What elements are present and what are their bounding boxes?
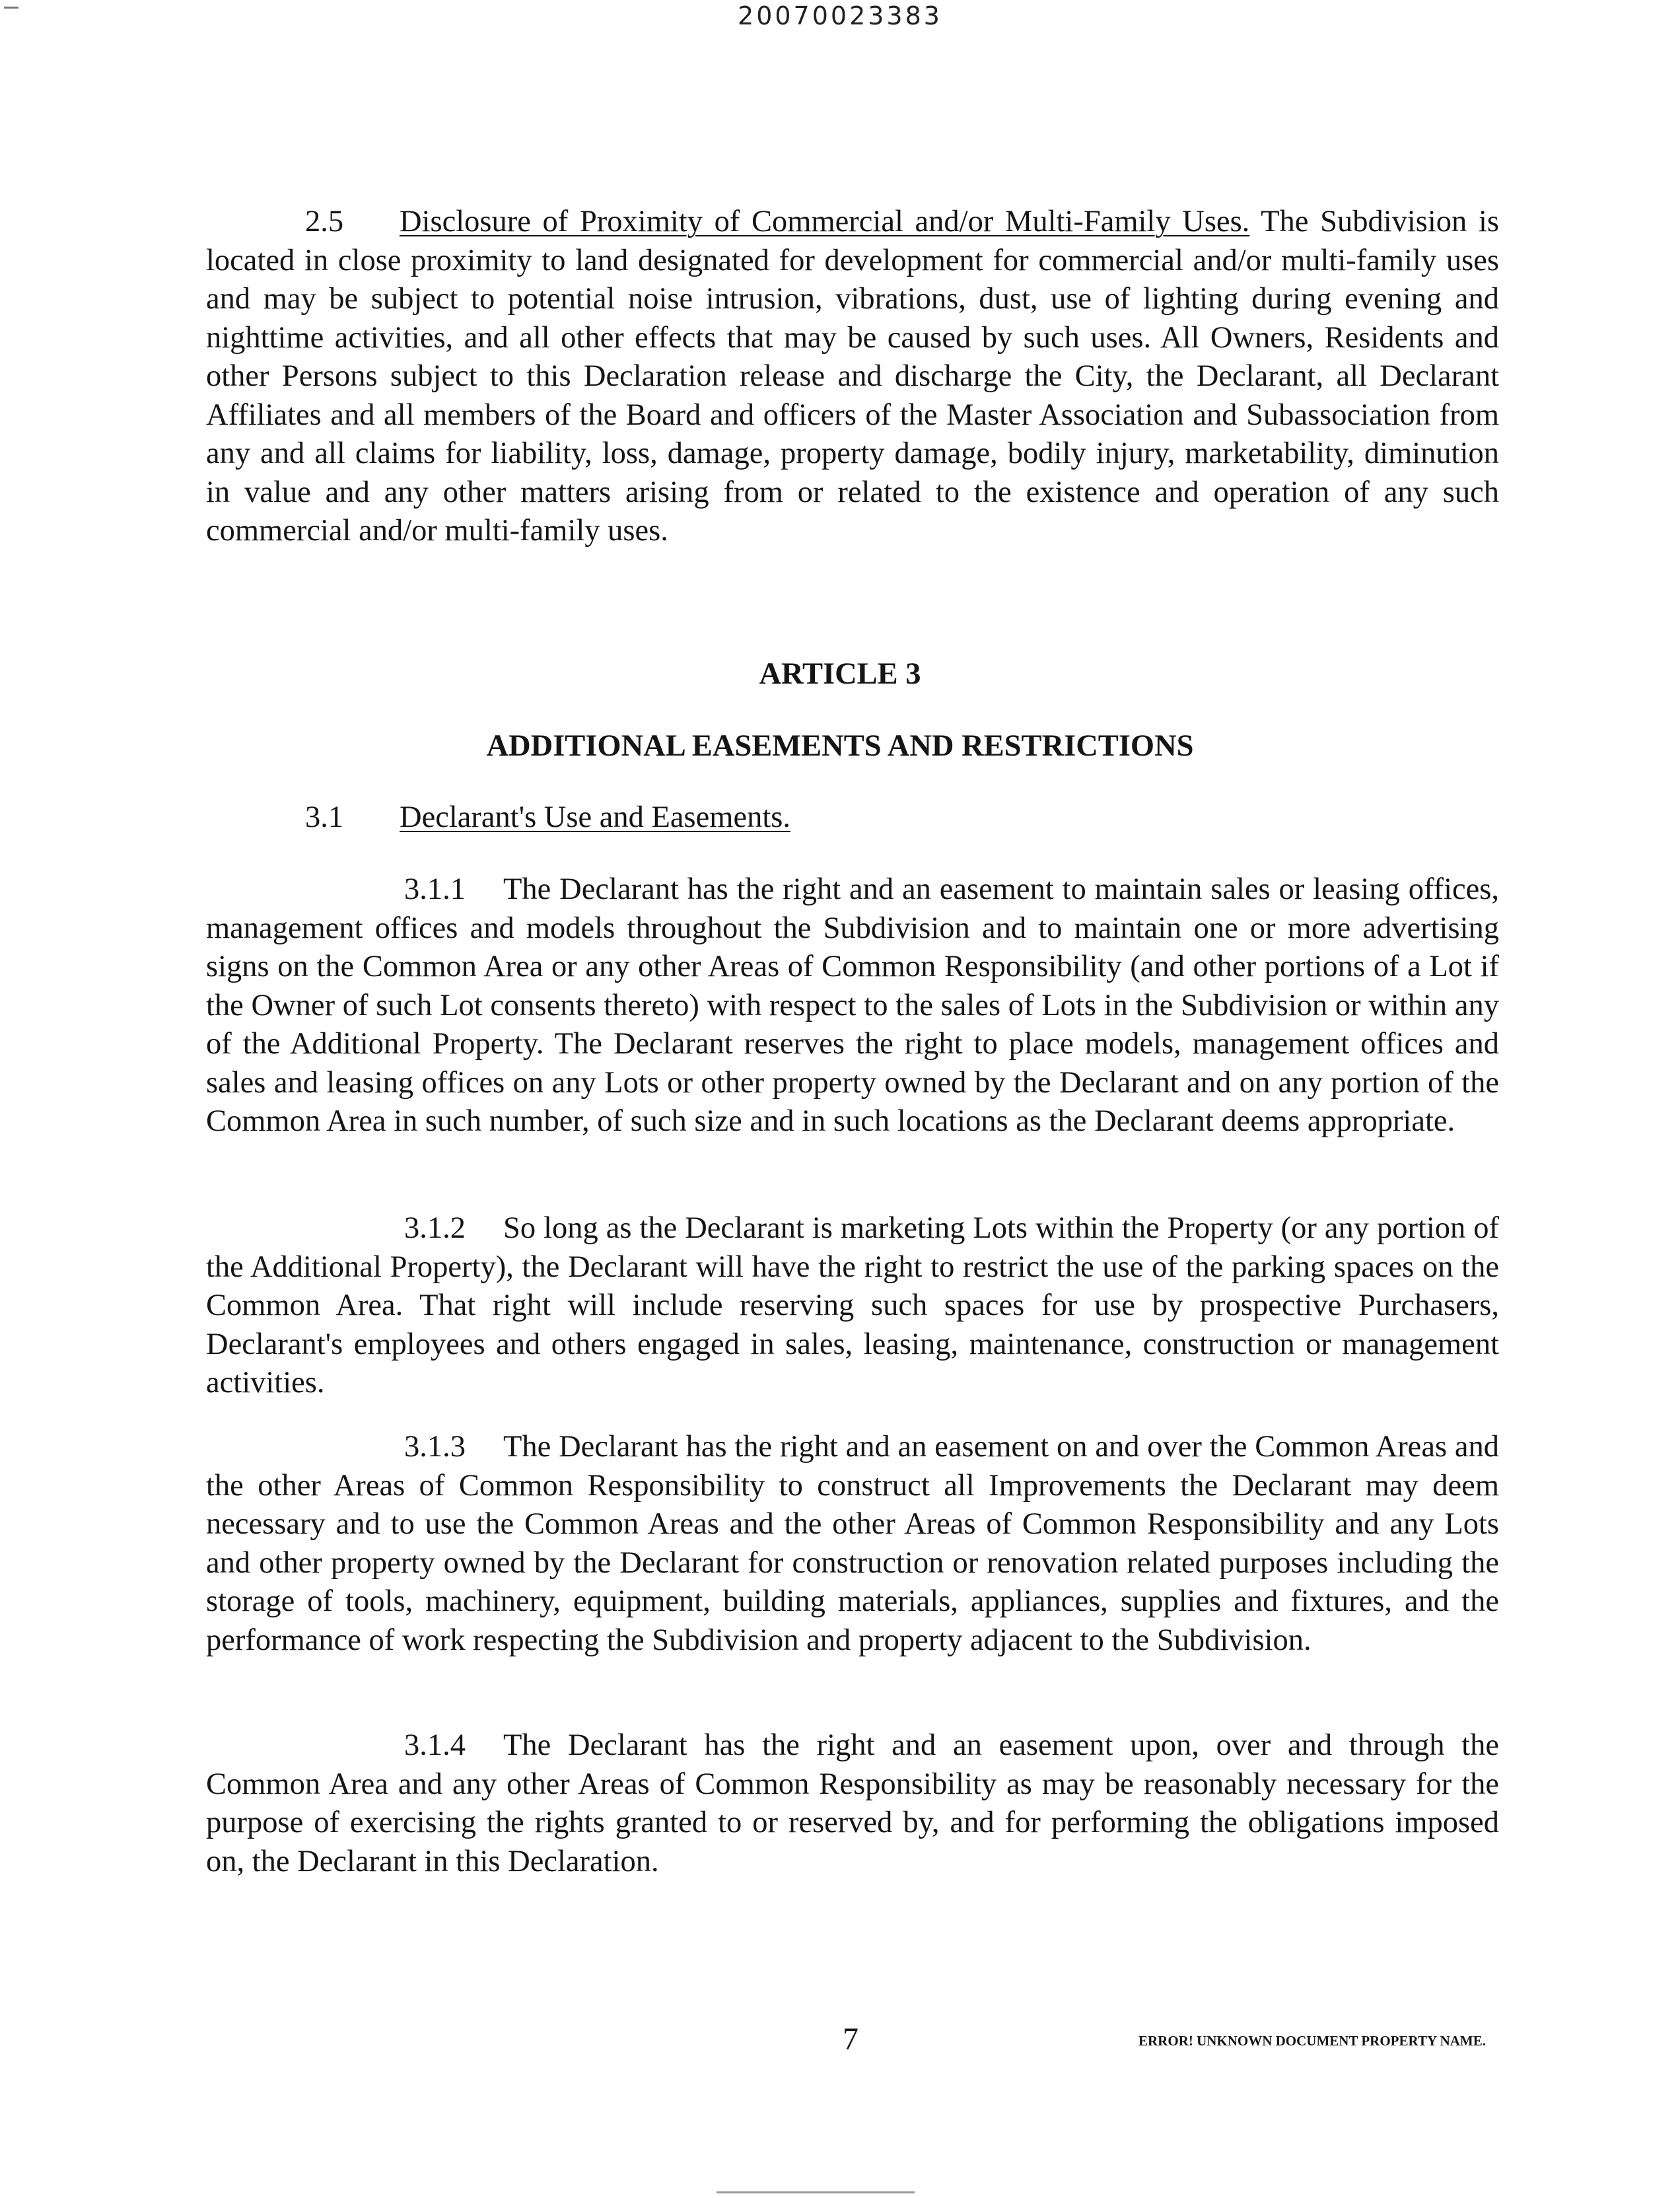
subsection-text: The Declarant has the right and an easement on and over the Common Areas and the other Areas of Common Responsibility to construct all Improvements the Declarant may deem necessary and to use the Common Areas and the other Areas of Common Responsibility and any Lots and other property owned by the Declarant for construction or renovation related purposes including the storage of tools, machinery, equipment, building materials, appliances, supplies and fixtures, and the performance of work respecting the Subdivision and property adjacent to the Subdivision. (206, 1430, 1499, 1657)
subsection-3-1-1 (206, 870, 1499, 1141)
subsection-text: The Declarant has the right and an easement to maintain sales or leasing offices, management offices and models throughout the Subdivision and to maintain one or more advertising signs on the Common Area or any other Areas of Common Responsibility (and other portions of a Lot if the Owner of such Lot consents thereto) with respect to the sales of Lots in the Subdivision or within any of the Additional Property. The Declarant reserves the right to place models, management offices and sales and leasing offices on any Lots or other property owned by the Declarant and on any portion of the Common Area in such number, of such size and in such locations as the Declarant deems appropriate. (206, 872, 1499, 1138)
scan-artifact (4, 7, 18, 9)
article-title: ADDITIONAL EASEMENTS AND RESTRICTIONS (486, 729, 1194, 763)
subsection-number: 3.1.1 (404, 872, 466, 906)
subsection-3-1-3 (206, 1428, 1499, 1660)
section-number: 2.5 (305, 205, 344, 238)
subsection-number: 3.1.3 (404, 1430, 466, 1464)
section-3-1 (206, 798, 1499, 837)
footer-error-text: ERROR! UNKNOWN DOCUMENT PROPERTY NAME. (1138, 2033, 1486, 2049)
subsection-text: The Declarant has the right and an easement upon, over and through the Common Area and any other Areas of Common Responsibility as may be reasonably necessary for the purpose of exercising the rights granted to or reserved by, and for performing the obligations imposed on, the Declarant in this Declaration. (206, 1728, 1499, 1878)
document-number: 20070023383 (738, 1, 942, 30)
subsection-text: So long as the Declarant is marketing Lots within the Property (or any portion of the Additional Property), the Declarant will have the right to restrict the use of the parking spaces on the Common Area. That right will include reserving such spaces for use by prospective Purchasers, Declarant's employees and others engaged in sales, leasing, maintenance, construction or management activities. (206, 1211, 1499, 1400)
section-title: Disclosure of Proximity of Commercial and/or Multi-Family Uses. (400, 205, 1250, 238)
section-title: Declarant's Use and Easements. (400, 800, 790, 834)
subsection-number: 3.1.4 (404, 1728, 466, 1762)
page-number: 7 (843, 2022, 858, 2057)
subsection-3-1-4 (206, 1726, 1499, 1881)
article-label: ARTICLE 3 (759, 657, 921, 691)
subsection-3-1-2 (206, 1209, 1499, 1403)
section-number: 3.1 (305, 800, 344, 834)
subsection-number: 3.1.2 (404, 1211, 466, 1245)
section-2-5 (206, 203, 1499, 551)
section-text: The Subdivision is located in close proximity to land designated for development for commercial and/or multi-family uses and may be subject to potential noise intrusion, vibrations, dust, use of lighting during evening and nighttime activities, and all other effects that may be caused by such uses. All Owners, Residents and other Persons subject to this Declaration release and discharge the City, the Declarant, all Declarant Affiliates and all members of the Board and officers of the Master Association and Subassociation from any and all claims for liability, loss, damage, property damage, bodily injury, marketability, diminution in value and any other matters arising from or related to the existence and operation of any such commercial and/or multi-family uses. (206, 205, 1499, 548)
scan-artifact (717, 2191, 915, 2193)
